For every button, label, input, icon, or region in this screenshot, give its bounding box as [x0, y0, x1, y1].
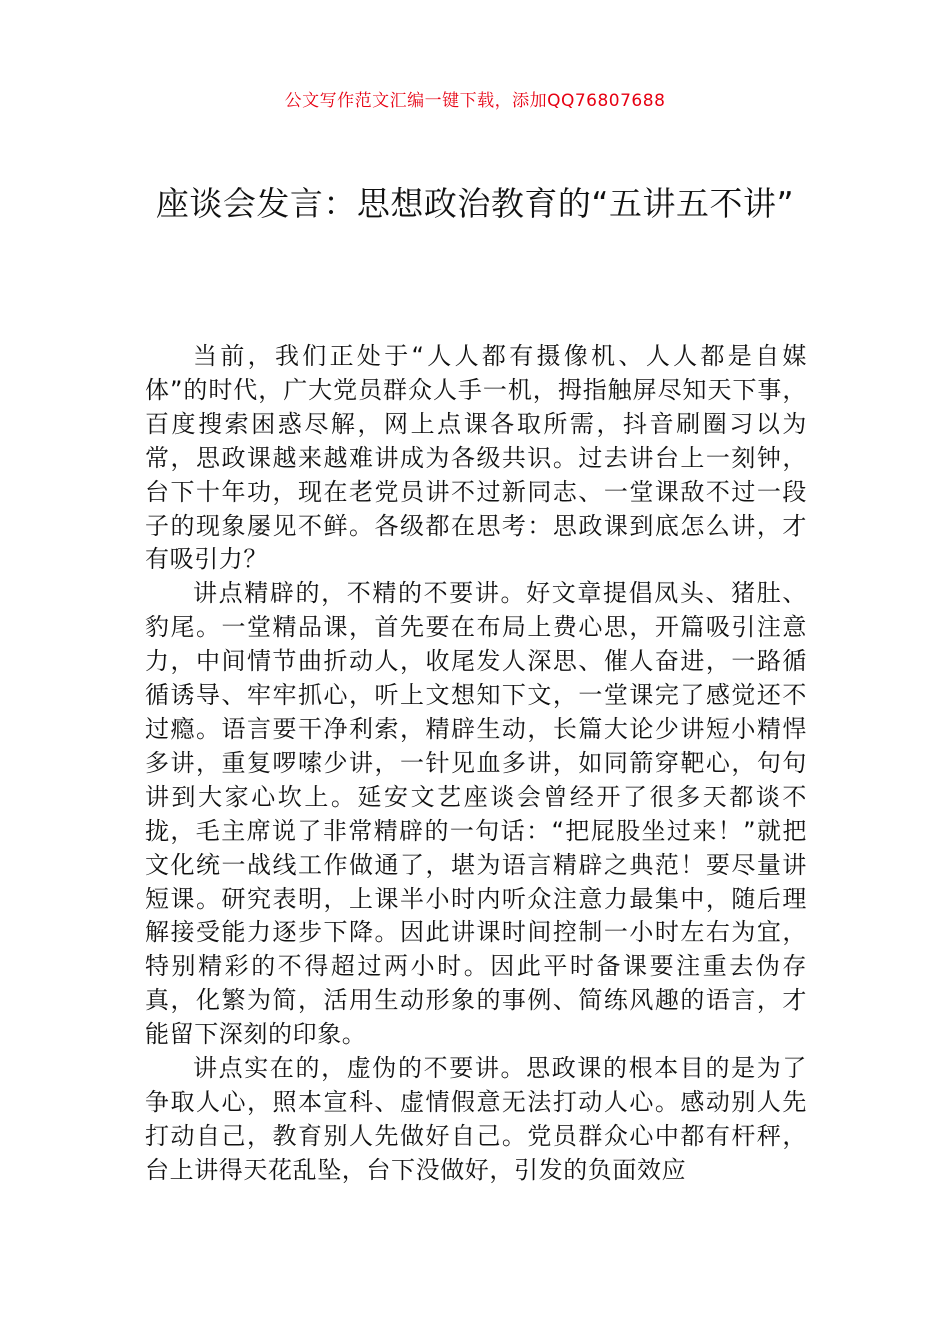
paragraph-3: 讲点实在的，虚伪的不要讲。思政课的根本目的是为了争取人心，照本宣科、虚情假意无法打动人心。感动别人先打动自己，教育别人先做好自己。党员群众心中都有杆秤，台上讲得天花乱坠，台下没做好，引发的负面效应: [145, 1054, 807, 1184]
paragraph-2: 讲点精辟的，不精的不要讲。好文章提倡凤头、猪肚、豹尾。一堂精品课，首先要在布局上费心思，开篇吸引注意力，中间情节曲折动人，收尾发人深思、催人奋进，一路循循诱导、牢牢抓心，听上文想知下文，一堂课完了感觉还不过瘾。语言要干净利索，精辟生动，长篇大论少讲短小精悍多讲，重复啰嗦少讲，一针见血多讲，如同箭穿靶心，句句讲到大家心坎上。延安文艺座谈会曾经开了很多天都谈不拢，毛主席说了非常精辟的一句话：“把屁股坐过来！”就把文化统一战线工作做通了，堪为语言精辟之典范！要尽量讲短课。研究表明，上课半小时内听众注意力最集中，随后理解接受能力逐步下降。因此讲课时间控制一小时左右为宜，特别精彩的不得超过两小时。因此平时备课要注重去伪存真，化繁为简，活用生动形象的事例、简练风趣的语言，才能留下深刻的印象。: [145, 579, 807, 1049]
page-title: 座谈会发言：思想政治教育的“五讲五不讲”: [155, 184, 795, 223]
header-note: 公文写作范文汇编一键下载，添加QQ76807688: [284, 91, 666, 111]
paragraph-1: 当前，我们正处于“人人都有摄像机、人人都是自媒体”的时代，广大党员群众人手一机，拇指触屏尽知天下事，百度搜索困惑尽解，网上点课各取所需，抖音刷圈习以为常，思政课越来越难讲成为各级共识。过去讲台上一刻钟，台下十年功，现在老党员讲不过新同志、一堂课敌不过一段子的现象屡见不鲜。各级都在思考：思政课到底怎么讲，才有吸引力？: [145, 342, 807, 574]
document-body: [145, 340, 807, 1188]
